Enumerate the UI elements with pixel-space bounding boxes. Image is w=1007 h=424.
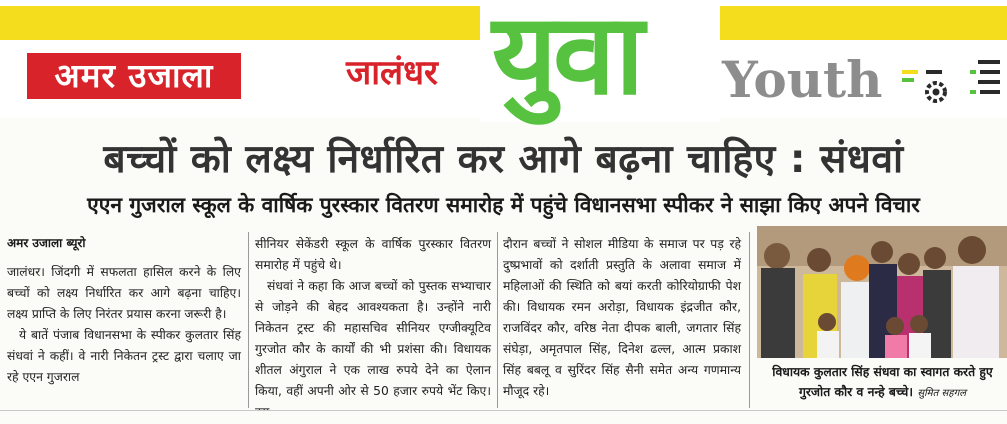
column-2-paragraph-2: संधवां ने कहा कि आज बच्चों को पुस्तक सभ्याचार से जोड़ने की बेहद आवश्यकता है। उन्होंने नारी निकेतन ट्रस्ट की महासचिव सीनियर एग्जीक्यूटिव गुरजोत कौर के कार्यों की भी प्रशंसा की। विधायक शीतल अंगुराल ने एक लाख रुपये देने का ऐलान किया, वहीं अपनी ओर से 50 हजार रुपये भेंट किए। — [255, 279, 491, 398]
section-title-hindi: युवा — [492, 0, 641, 120]
article-column-2 — [255, 234, 491, 423]
section-title-english: Youth — [722, 50, 883, 109]
photo-caption — [760, 362, 1005, 404]
column-2-paragraph-1: सीनियर सेकेंडरी स्कूल के वार्षिक पुरस्कार वितरण समारोह में पहुंचे थे। — [255, 237, 491, 272]
column-divider — [497, 232, 498, 408]
article-column-1 — [7, 262, 241, 388]
photo-illustration — [757, 226, 1007, 358]
column-3-paragraph-1: दौरान बच्चों ने सोशल मीडिया के समाज पर पड़ रहे दुष्प्रभावों को दर्शाती प्रस्तुति के अलावा समाज में महिलाओं की स्थिति को बयां करती कोरियोग्राफी पेश की। विधायक रमन अरोड़ा, विधायक इंद्रजीत कौर, राजविंदर कौर, वरिष्ठ नेता दीपक बाली, जगतार सिंह संघेड़ा, अमृतपाल सिंह, दिनेश ढल्ल, आत्म प्रकाश सिंह बबलू व सुरिंदर सिंह सैनी समेत अन्य गणमान्य मौजूद रहे। — [503, 237, 741, 398]
newspaper-logo: अमर उजाला — [27, 53, 241, 99]
column-1-paragraph-1: जालंधर। जिंदगी में सफलता हासिल करने के लिए बच्चों को लक्ष्य निर्धारित कर आगे बढ़ना चाहिए। लक्ष्य प्राप्ति के लिए निरंतर प्रयास करना जरूरी है। — [7, 265, 241, 321]
photo-credit: सुमित सहगल — [917, 388, 967, 399]
column-divider — [248, 232, 249, 408]
photo-caption-text: विधायक कुलतार सिंह संधवा का स्वागत करते हुए गुरजोत कौर व नन्हे बच्चे। — [772, 365, 993, 399]
article-headline: बच्चों को लक्ष्य निर्धारित कर आगे बढ़ना चाहिए : संधवां — [103, 137, 904, 182]
article-column-3 — [503, 234, 741, 402]
news-photo — [757, 226, 1007, 358]
page-bottom-edge — [0, 410, 1007, 424]
column-divider — [749, 232, 750, 408]
gear-icon — [900, 66, 956, 106]
article-subheadline: एएन गुजराल स्कूल के वार्षिक पुरस्कार वितरण समारोह में पहुंचे विधानसभा स्पीकर ने साझा किए अपने विचार — [87, 193, 920, 217]
article-byline: अमर उजाला ब्यूरो — [7, 236, 86, 250]
column-1-paragraph-2: ये बातें पंजाब विधानसभा के स्पीकर कुलतार सिंह संधवां ने कहीं। वे नारी निकेतन ट्रस्ट द्वारा चलाए जा रहे एएन गुजराल — [7, 328, 241, 384]
city-label: जालंधर — [346, 53, 438, 93]
menu-lines-icon — [968, 58, 1004, 106]
